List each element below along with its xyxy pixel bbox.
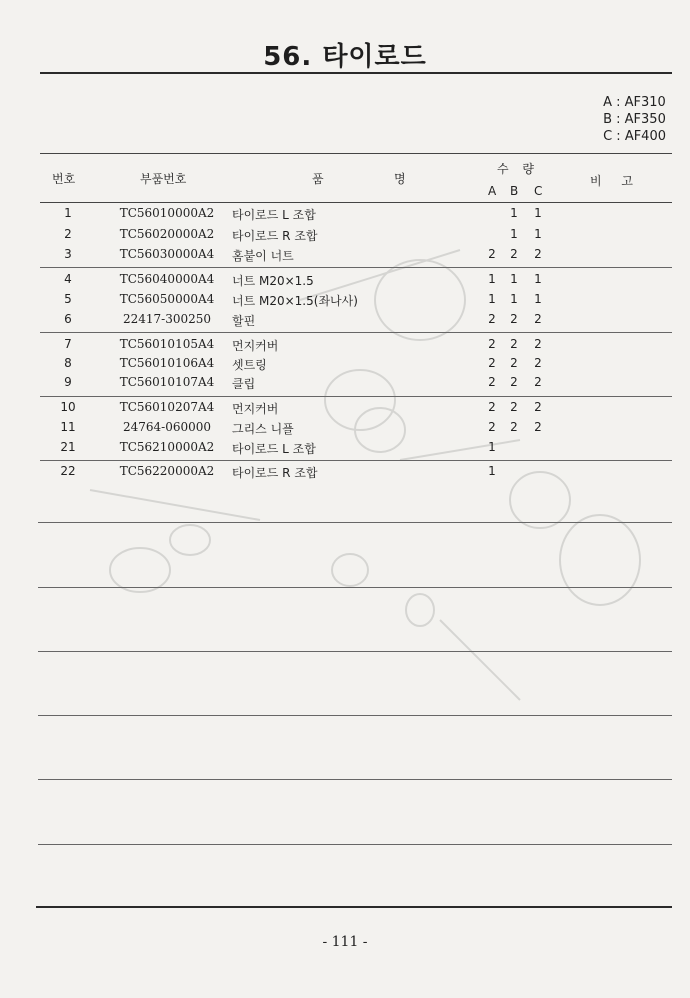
table-row bbox=[0, 337, 690, 356]
row-name: 먼지커버 bbox=[232, 402, 279, 416]
row-qty-b: 1 bbox=[510, 206, 518, 220]
row-part-no: TC56030000A4 bbox=[119, 247, 215, 261]
row-qty-a: 1 bbox=[488, 292, 496, 306]
row-qty-b: 2 bbox=[510, 356, 518, 370]
row-name: 홈붙이 너트 bbox=[232, 249, 294, 263]
row-part-no: TC56220000A2 bbox=[119, 464, 215, 478]
table-row bbox=[0, 227, 690, 246]
row-name: 너트 M20×1.5 bbox=[232, 274, 314, 288]
empty-rule bbox=[38, 651, 672, 652]
table-row bbox=[0, 356, 690, 375]
row-qty-c: 2 bbox=[534, 337, 542, 351]
page-title: 56. 타이로드 bbox=[263, 42, 427, 72]
row-part-no: 22417-300250 bbox=[122, 312, 212, 326]
row-qty-c: 1 bbox=[534, 206, 542, 220]
row-qty-b: 2 bbox=[510, 247, 518, 261]
row-qty-c: 2 bbox=[534, 400, 542, 414]
table-row bbox=[0, 272, 690, 291]
table-row bbox=[0, 292, 690, 311]
empty-rule bbox=[38, 522, 672, 523]
row-qty-c: 2 bbox=[534, 356, 542, 370]
header-part-no: 부품번호 bbox=[140, 172, 187, 186]
row-qty-a: 2 bbox=[488, 247, 496, 261]
table-row bbox=[0, 420, 690, 439]
bottom-rule bbox=[36, 906, 672, 908]
row-qty-c: 1 bbox=[534, 292, 542, 306]
legend-item-a: A : AF310 bbox=[603, 95, 666, 110]
row-qty-a: 2 bbox=[488, 420, 496, 434]
row-name: 그리스 니플 bbox=[232, 422, 294, 436]
row-name: 먼지커버 bbox=[232, 339, 279, 353]
empty-rule bbox=[38, 715, 672, 716]
empty-rule bbox=[38, 587, 672, 588]
group-rule bbox=[40, 396, 672, 397]
row-part-no: TC56050000A4 bbox=[119, 292, 215, 306]
row-qty-a: 2 bbox=[488, 337, 496, 351]
row-no: 7 bbox=[64, 337, 72, 351]
row-qty-a: 2 bbox=[488, 375, 496, 389]
row-part-no: TC56020000A2 bbox=[119, 227, 215, 241]
row-name: 타이로드 L 조합 bbox=[232, 208, 316, 222]
header-qty-a: A bbox=[488, 184, 497, 198]
legend-item-c: C : AF400 bbox=[603, 129, 666, 144]
row-name: 타이로드 R 조합 bbox=[232, 229, 318, 243]
row-part-no: 24764-060000 bbox=[122, 420, 212, 434]
table-row bbox=[0, 206, 690, 225]
row-part-no: TC56040000A4 bbox=[119, 272, 215, 286]
row-qty-b: 1 bbox=[510, 272, 518, 286]
group-rule bbox=[40, 332, 672, 333]
row-name: 할핀 bbox=[232, 314, 256, 328]
group-rule bbox=[40, 460, 672, 461]
row-qty-b: 2 bbox=[510, 420, 518, 434]
header-no: 번호 bbox=[52, 172, 76, 186]
row-no: 22 bbox=[60, 464, 76, 478]
row-qty-a: 2 bbox=[488, 356, 496, 370]
row-no: 8 bbox=[64, 356, 72, 370]
row-name: 클립 bbox=[232, 377, 256, 391]
row-part-no: TC56010106A4 bbox=[119, 356, 215, 370]
row-qty-b: 1 bbox=[510, 227, 518, 241]
legend-item-b: B : AF350 bbox=[603, 112, 666, 127]
model-legend bbox=[603, 94, 666, 145]
row-no: 6 bbox=[64, 312, 72, 326]
group-rule bbox=[40, 267, 672, 268]
row-name: 셋트링 bbox=[232, 358, 267, 372]
row-qty-a: 1 bbox=[488, 272, 496, 286]
row-name: 타이로드 R 조합 bbox=[232, 466, 318, 480]
page-number: - 111 - bbox=[322, 934, 368, 950]
row-no: 2 bbox=[64, 227, 72, 241]
row-part-no: TC56010107A4 bbox=[119, 375, 215, 389]
header-name-2: 명 bbox=[394, 172, 406, 186]
row-no: 11 bbox=[60, 420, 76, 434]
table-row bbox=[0, 312, 690, 331]
row-qty-b: 2 bbox=[510, 375, 518, 389]
title-underline bbox=[40, 72, 672, 74]
row-part-no: TC56010105A4 bbox=[119, 337, 215, 351]
header-qty-c: C bbox=[534, 184, 543, 198]
row-qty-b: 1 bbox=[510, 292, 518, 306]
header-qty-b: B bbox=[510, 184, 519, 198]
header-qty: 수 량 bbox=[497, 162, 534, 176]
row-part-no: TC56010000A2 bbox=[119, 206, 215, 220]
empty-rule bbox=[38, 779, 672, 780]
header-bottom-rule bbox=[40, 202, 672, 203]
row-qty-a: 1 bbox=[488, 440, 496, 454]
row-no: 9 bbox=[64, 375, 72, 389]
table-row bbox=[0, 375, 690, 394]
row-qty-c: 1 bbox=[534, 227, 542, 241]
row-qty-b: 2 bbox=[510, 337, 518, 351]
row-no: 10 bbox=[60, 400, 76, 414]
row-qty-c: 1 bbox=[534, 272, 542, 286]
row-qty-b: 2 bbox=[510, 312, 518, 326]
row-qty-a: 2 bbox=[488, 312, 496, 326]
row-no: 5 bbox=[64, 292, 72, 306]
header-name-1: 품 bbox=[312, 172, 324, 186]
row-qty-c: 2 bbox=[534, 420, 542, 434]
table-row bbox=[0, 400, 690, 419]
table-row bbox=[0, 464, 690, 483]
row-qty-a: 2 bbox=[488, 400, 496, 414]
row-qty-c: 2 bbox=[534, 375, 542, 389]
row-no: 4 bbox=[64, 272, 72, 286]
header-top-rule bbox=[40, 153, 672, 154]
row-qty-a: 1 bbox=[488, 464, 496, 478]
table-row bbox=[0, 440, 690, 459]
row-name: 타이로드 L 조합 bbox=[232, 442, 316, 456]
row-part-no: TC56210000A2 bbox=[119, 440, 215, 454]
row-part-no: TC56010207A4 bbox=[119, 400, 215, 414]
row-qty-b: 2 bbox=[510, 400, 518, 414]
row-no: 21 bbox=[60, 440, 76, 454]
row-qty-c: 2 bbox=[534, 312, 542, 326]
row-no: 1 bbox=[64, 206, 72, 220]
row-no: 3 bbox=[64, 247, 72, 261]
empty-rule bbox=[38, 844, 672, 845]
table-row bbox=[0, 247, 690, 266]
row-name: 너트 M20×1.5(좌나사) bbox=[232, 294, 358, 308]
header-remark: 비 고 bbox=[590, 174, 633, 188]
row-qty-c: 2 bbox=[534, 247, 542, 261]
